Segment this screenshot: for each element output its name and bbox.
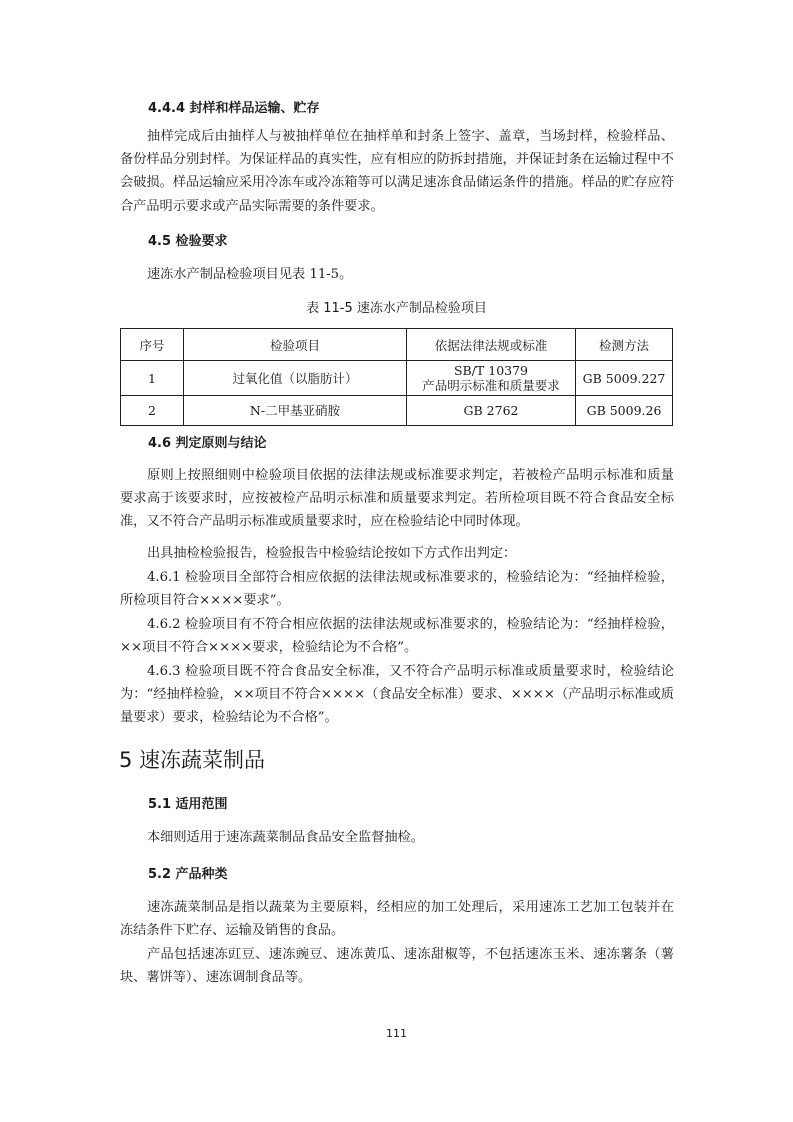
cell-no: 1 (121, 361, 184, 396)
table-row (121, 361, 673, 396)
paragraph-sealing: 抽样完成后由抽样人与被抽样单位在抽样单和封条上签字、盖章，当场封样，检验样品、备份样品分别封样。为保证样品的真实性，应有相应的防拆封措施，并保证封条在运输过程中不会破损。样品运输应采用冷冻车或冷冻箱等可以满足速冻食品储运条件的措施。样品的贮存应符合产品明示要求或产品实际需要的条件要求。 (120, 129, 674, 214)
table-header-row (121, 329, 673, 361)
cell-basis: GB 2762 (407, 396, 576, 426)
cell-basis-line-1: SB/T 10379 (453, 363, 529, 378)
heading-4-5: 4.5 检验要求 (148, 234, 228, 249)
cell-basis-line-2: 产品明示标准和质量要求 (422, 378, 560, 393)
cell-item: N-二甲基亚硝胺 (184, 396, 407, 426)
paragraph-inspection-intro: 速冻水产制品检验项目见表 11-5。 (147, 267, 353, 282)
cell-method: GB 5009.26 (576, 396, 673, 426)
header-no: 序号 (121, 329, 184, 361)
header-method: 检测方法 (576, 329, 673, 361)
paragraph-judgement-principle: 原则上按照细则中检验项目依据的法律法规或标准要求判定，若被检产品明示标准和质量要求高于该要求时，应按被检产品明示标准和质量要求判定。若所检项目既不符合食品安全标准，又不符合产品明示标准或质量要求时，应在检验结论中同时体现。 (120, 468, 674, 530)
heading-4-6: 4.6 判定原则与结论 (148, 436, 267, 451)
cell-method: GB 5009.227 (576, 361, 673, 396)
paragraph-4-6-3: 4.6.3 检验项目既不符合食品安全标准，又不符合产品明示标准或质量要求时，检验结论为：“经抽样检验，××项目不符合××××（食品安全标准）要求、××××（产品明示标准或质量要求）要求，检验结论为不合格”。 (120, 664, 674, 726)
heading-5-2: 5.2 产品种类 (148, 867, 228, 882)
paragraph-4-6-1: 4.6.1 检验项目全部符合相应依据的法律法规或标准要求的，检验结论为：“经抽样检验，所检项目符合××××要求”。 (120, 570, 674, 609)
cell-no: 2 (121, 396, 184, 426)
table-row (121, 396, 673, 426)
paragraph-scope: 本细则适用于速冻蔬菜制品食品安全监督抽检。 (147, 830, 424, 845)
heading-4-4-4: 4.4.4 封样和样品运输、贮存 (148, 101, 320, 116)
paragraph-report: 出具抽检检验报告，检验报告中检验结论按如下方式作出判定： (147, 546, 517, 561)
cell-basis (407, 361, 576, 396)
header-item: 检验项目 (184, 329, 407, 361)
header-basis: 依据法律法规或标准 (407, 329, 576, 361)
cell-item: 过氧化值（以脂肪计） (184, 361, 407, 396)
chapter-5-title: 5 速冻蔬菜制品 (119, 748, 266, 772)
page-number: 111 (386, 1027, 407, 1040)
table-caption: 表 11-5 速冻水产制品检验项目 (306, 301, 487, 316)
paragraph-product-scope: 产品包括速冻豇豆、速冻豌豆、速冻黄瓜、速冻甜椒等，不包括速冻玉米、速冻薯条（薯块、薯饼等）、速冻调制食品等。 (120, 947, 674, 986)
paragraph-product-definition: 速冻蔬菜制品是指以蔬菜为主要原料，经相应的加工处理后，采用速冻工艺加工包装并在冻结条件下贮存、运输及销售的食品。 (120, 900, 674, 939)
inspection-table (120, 328, 673, 426)
heading-5-1: 5.1 适用范围 (148, 797, 228, 812)
paragraph-4-6-2: 4.6.2 检验项目有不符合相应依据的法律法规或标准要求的，检验结论为：“经抽样检验，××项目不符合××××要求，检验结论为不合格”。 (120, 617, 674, 656)
